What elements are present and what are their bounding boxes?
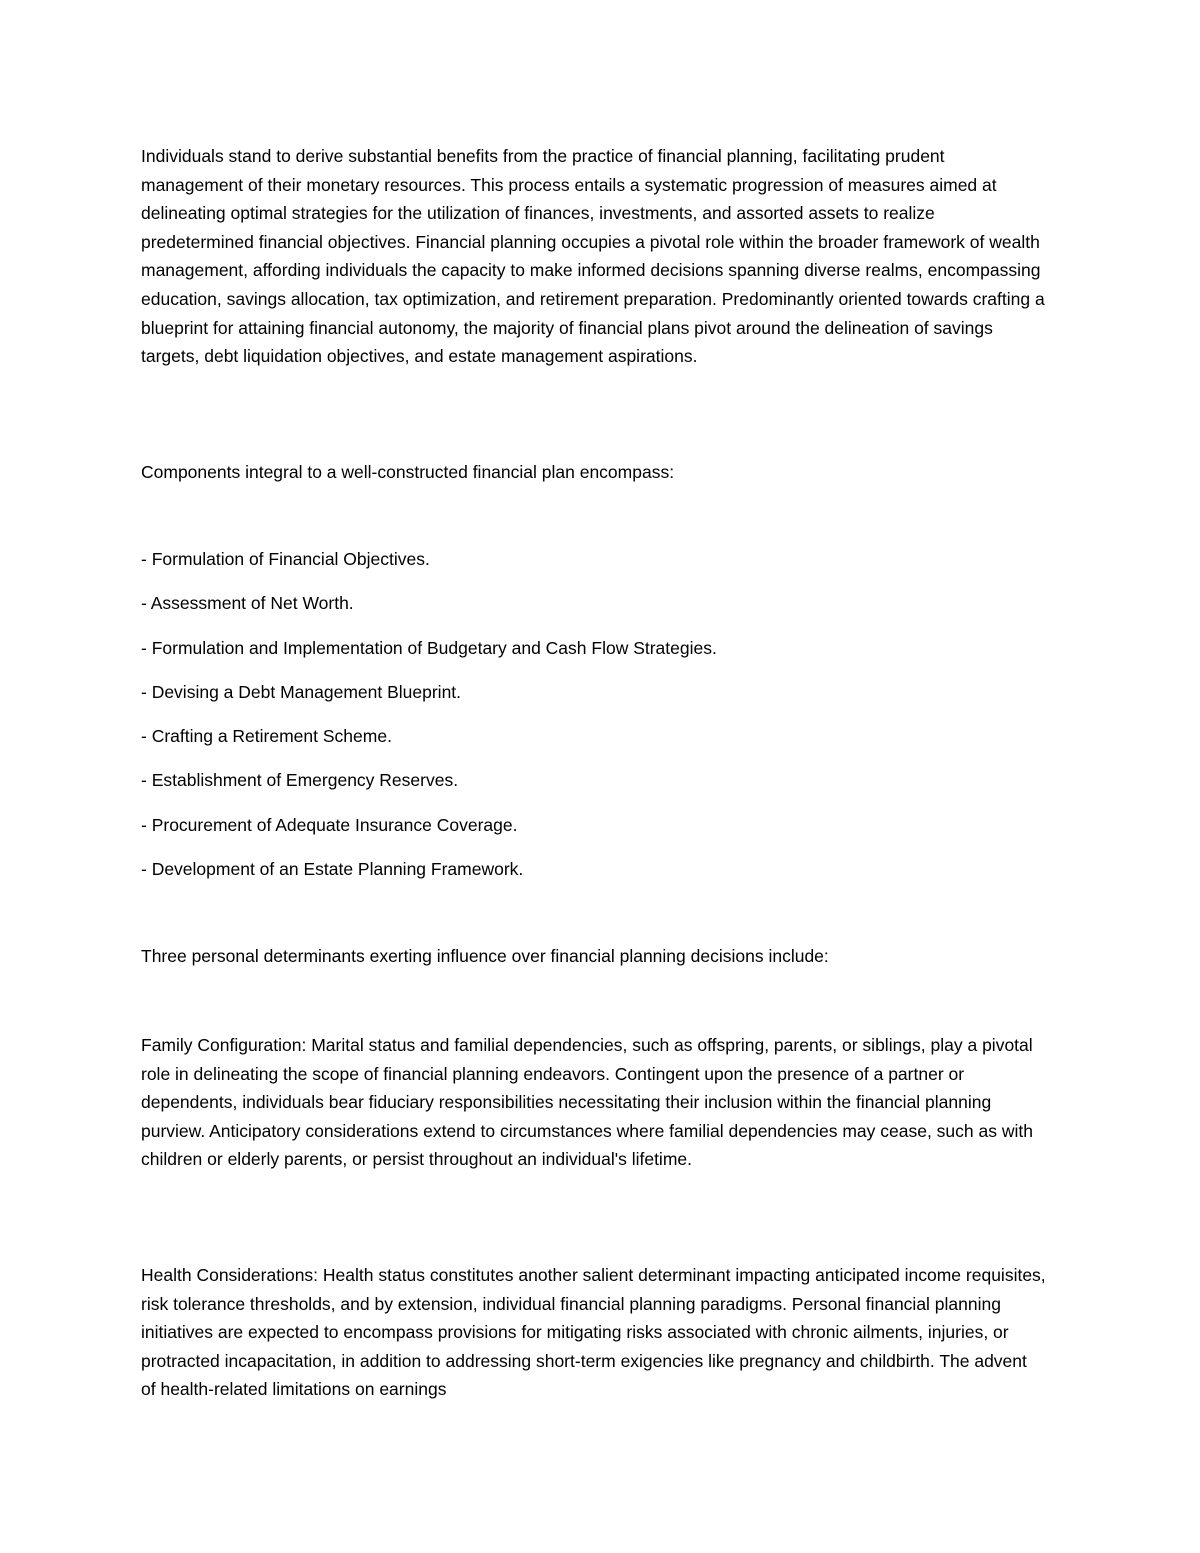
list-item: - Formulation and Implementation of Budgetary and Cash Flow Strategies. (141, 637, 717, 658)
health-considerations-paragraph: Health Considerations: Health status constitutes another salient determinant impacting anticipated income requisites, risk tolerance thresholds, and by extension, individual financial planning paradigms. Personal financial planning initiatives are expected to encompass provisions for mitigating risks associated with chronic ailments, injuries, or protracted incapacitation, in addition to addressing short-term exigencies like pregnancy and childbirth. The advent of health-related limitations on earnings (141, 1265, 1046, 1400)
list-item: - Establishment of Emergency Reserves. (141, 770, 459, 791)
components-heading: Components integral to a well-constructed financial plan encompass: (141, 462, 675, 482)
intro-paragraph: Individuals stand to derive substantial benefits from the practice of financial planning, facilitating prudent management of their monetary resources. This process entails a systematic progression of measures aimed at delineating optimal strategies for the utilization of finances, investments, and assorted assets to realize predetermined financial objectives. Financial planning occupies a pivotal role within the broader framework of wealth management, affording individuals the capacity to make informed decisions spanning diverse realms, encompassing education, savings allocation, tax optimization, and retirement preparation. Predominantly oriented towards crafting a blueprint for attaining financial autonomy, the majority of financial plans pivot around the delineation of savings targets, debt liquidation objectives, and estate management aspirations. (141, 146, 1045, 367)
list-item: - Devising a Debt Management Blueprint. (141, 681, 462, 702)
determinants-heading: Three personal determinants exerting influence over financial planning decisions include: (141, 946, 829, 966)
list-item: - Procurement of Adequate Insurance Coverage. (141, 814, 518, 835)
list-item: - Assessment of Net Worth. (141, 593, 354, 614)
family-configuration-paragraph: Family Configuration: Marital status and familial dependencies, such as offspring, parents, or siblings, play a pivotal role in delineating the scope of financial planning endeavors. Contingent upon the presence of a partner or dependents, individuals bear fiduciary responsibilities necessitating their inclusion within the financial planning purview. Anticipatory considerations extend to circumstances where familial dependencies may cease, such as with children or elderly parents, or persist throughout an individual's lifetime. (141, 1035, 1033, 1170)
components-list (141, 545, 1046, 899)
list-item: - Development of an Estate Planning Framework. (141, 859, 524, 880)
list-item: - Formulation of Financial Objectives. (141, 549, 430, 569)
list-item: - Crafting a Retirement Scheme. (141, 726, 392, 747)
